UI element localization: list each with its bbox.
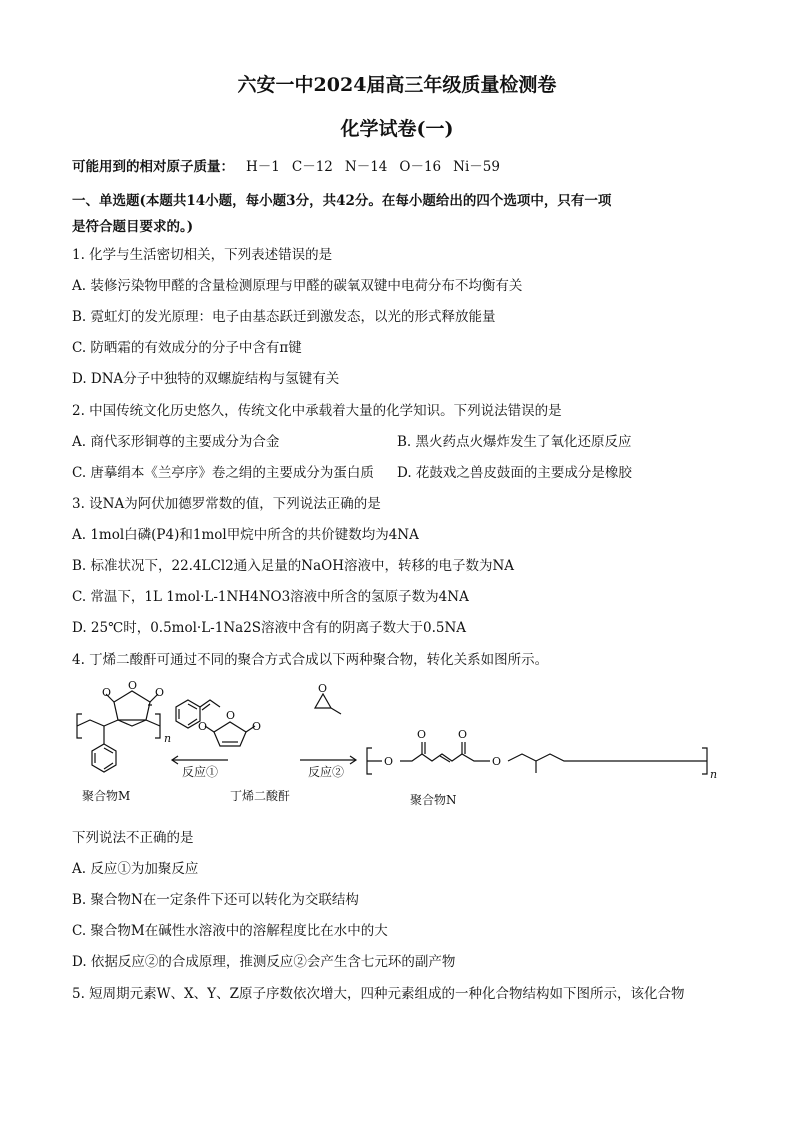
n-o-1: O <box>384 755 394 768</box>
q3-option-a: A. 1mol白磷(P4)和1mol甲烷中所含的共价键数均为4NA <box>72 527 419 543</box>
atomic-masses <box>72 155 512 175</box>
q4-stem: 4. 丁烯二酸酐可通过不同的聚合方式合成以下两种聚合物，转化关系如图所示。 <box>72 652 549 668</box>
m-subscript-n: n <box>164 732 172 745</box>
anhydride-o-right: O <box>252 720 262 733</box>
polymer-m-label: 聚合物M <box>82 789 131 803</box>
q2-stem: 2. 中国传统文化历史悠久，传统文化中承载着大量的化学知识。下列说法错误的是 <box>72 403 562 419</box>
reaction1-label: 反应① <box>182 765 219 779</box>
epoxide-o: O <box>318 682 328 695</box>
q2-option-b: B. 黑火药点火爆炸发生了氧化还原反应 <box>397 434 632 450</box>
section1-heading-2: 是符合题目要求的。) <box>72 219 194 235</box>
q2-option-a: A. 商代豕形铜尊的主要成分为合金 <box>72 434 280 450</box>
q1-stem: 1. 化学与生活密切相关，下列表述错误的是 <box>72 247 333 263</box>
reaction2-label: 反应② <box>308 765 345 779</box>
q1-option-b: B. 霓虹灯的发光原理：电子由基态跃迁到激发态，以光的形式释放能量 <box>72 309 496 325</box>
n-subscript-n: n <box>710 768 718 781</box>
q3-option-b: B. 标准状况下，22.4LCl2通入足量的NaOH溶液中，转移的电子数为NA <box>72 558 515 574</box>
q2-option-c: C. 唐摹绢本《兰亭序》卷之绢的主要成分为蛋白质 <box>72 465 374 481</box>
school-title: 六安一中2024届高三年级质量检测卷 <box>237 74 557 96</box>
q3-option-c: C. 常温下，1L 1mol·L-1NH4NO3溶液中所含的氢原子数为4NA <box>72 589 469 605</box>
n-o-2: O <box>417 728 427 741</box>
q4-option-d: D. 依据反应②的合成原理，推测反应②会产生含七元环的副产物 <box>72 954 456 970</box>
q1-option-c: C. 防晒霜的有效成分的分子中含有π键 <box>72 340 302 356</box>
n-o-3: O <box>458 728 468 741</box>
q4-option-c: C. 聚合物M在碱性水溶液中的溶解程度比在水中的大 <box>72 923 388 939</box>
m-o-left: O <box>102 686 112 699</box>
n-o-4: O <box>492 755 502 768</box>
m-o-ring: O <box>128 679 138 692</box>
q3-option-d: D. 25℃时，0.5mol·L-1Na2S溶液中含有的阴离子数大于0.5NA <box>72 620 467 636</box>
anhydride-label: 丁烯二酸酐 <box>230 789 291 803</box>
mass-o: O－16 <box>399 159 442 175</box>
mass-n: N－14 <box>344 159 388 175</box>
reaction-scheme <box>60 672 740 822</box>
mass-h: H－1 <box>246 159 280 175</box>
q4-lead: 下列说法不正确的是 <box>72 830 194 846</box>
m-o-right: O <box>155 686 165 699</box>
q1-option-d: D. DNA分子中独特的双螺旋结构与氢键有关 <box>72 371 340 387</box>
paper-title: 化学试卷(一) <box>340 118 454 140</box>
atomic-masses-label: 可能用到的相对原子质量： <box>72 159 234 175</box>
q2-option-d: D. 花鼓戏之兽皮鼓面的主要成分是橡胶 <box>397 465 632 481</box>
q4-option-a: A. 反应①为加聚反应 <box>72 861 199 877</box>
anhydride-o-left: O <box>198 720 208 733</box>
q4-option-b: B. 聚合物N在一定条件下还可以转化为交联结构 <box>72 892 359 908</box>
q1-option-a: A. 装修污染物甲醛的含量检测原理与甲醛的碳氧双键中电荷分布不均衡有关 <box>72 278 523 294</box>
mass-ni: Ni－59 <box>453 159 500 175</box>
q3-stem: 3. 设NA为阿伏加德罗常数的值，下列说法正确的是 <box>72 496 381 512</box>
anhydride-o-ring: O <box>226 709 236 722</box>
section1-heading-1: 一、单选题(本题共14小题，每小题3分，共42分。在每小题给出的四个选项中，只有一项 <box>72 193 612 209</box>
mass-c: C－12 <box>291 159 333 175</box>
polymer-n-label: 聚合物N <box>410 793 457 807</box>
q5-stem: 5. 短周期元素W、X、Y、Z原子序数依次增大，四种元素组成的一种化合物结构如下图所示，该化合物 <box>72 986 685 1002</box>
